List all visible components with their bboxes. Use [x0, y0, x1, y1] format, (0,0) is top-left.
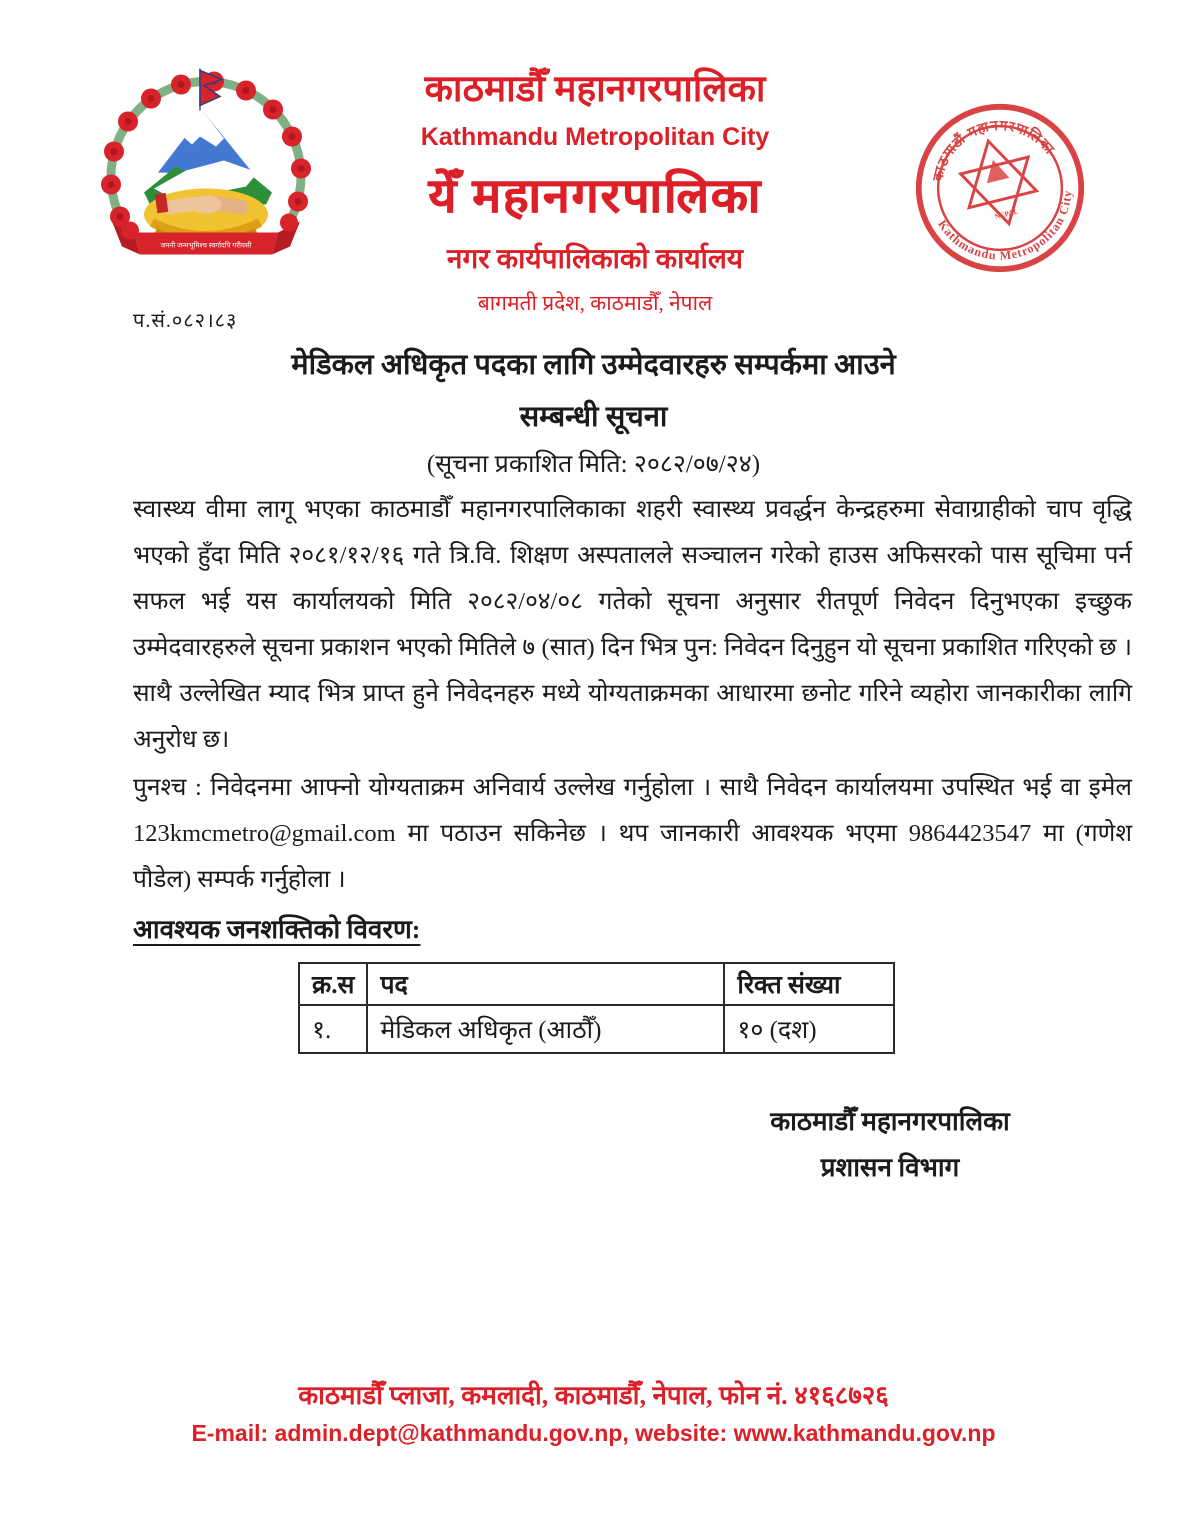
- footer-contact: E-mail: admin.dept@kathmandu.gov.np, website: www.kathmandu.gov.np: [191, 1420, 996, 1446]
- letterhead: [293, 70, 897, 317]
- postscript-text-3: मा (गणेश पौडेल) सम्पर्क गर्नुहोला ।: [133, 820, 1133, 893]
- seal-arc-top-text: काठमाडौं महानगरपालिका: [931, 118, 1057, 183]
- municipality-name-nepali: काठमाडौँ महानगरपालिका: [424, 69, 766, 110]
- municipal-seal-stamp: [893, 78, 1106, 299]
- signature-department: प्रशासन विभाग: [820, 1153, 960, 1182]
- reference-number: प.सं.०८२।८३: [133, 310, 238, 332]
- seal-center-label: NEPAL: [993, 207, 1020, 221]
- cell-serial-number: १.: [299, 1005, 367, 1053]
- office-address: बागमती प्रदेश, काठमाडौँ, नेपाल: [477, 290, 713, 315]
- postscript-text-1: पुनश्च : निवेदनमा आफ्नो योग्यताक्रम अनिवार्य उल्लेख गर्नुहोला । साथै निवेदन कार्यालयमा उपस्थित भई वा इमेल: [133, 774, 1132, 801]
- municipal-seal-icon: [893, 78, 1106, 299]
- svg-text:Kathmandu Metropolitan City: [934, 186, 1088, 278]
- notice-title-line1: मेडिकल अधिकृत पदका लागि उम्मेदवारहरु सम्पर्कमा आउने: [291, 349, 896, 381]
- seal-center-mark: [982, 157, 1010, 183]
- notice-title-block: [0, 344, 1187, 480]
- office-name: नगर कार्यपालिकाको कार्यालय: [446, 243, 744, 275]
- handshake-clasp: [190, 196, 222, 214]
- header-post: पद: [367, 963, 724, 1005]
- header-vacancy-count: रिक्त संख्या: [724, 963, 894, 1005]
- header-serial-number: क्र.स: [299, 963, 367, 1005]
- table-header-row: [299, 963, 894, 1005]
- manpower-detail-heading: आवश्यक जनशक्तिको विवरण:: [133, 915, 421, 944]
- cell-post: मेडिकल अधिकृत (आठौँ): [367, 1005, 724, 1053]
- footer-address: काठमाडौँ प्लाजा, कमलादी, काठमाडौँ, नेपाल, फोन नं. ४१६८७२६: [298, 1381, 889, 1410]
- page-footer: [0, 1376, 1187, 1447]
- notice-title-line2: सम्बन्धी सूचना: [519, 401, 668, 433]
- postscript-text-2: मा पठाउन सकिनेछ । थप जानकारी आवश्यक भएमा: [395, 820, 909, 847]
- notice-body-paragraph: स्वास्थ्य वीमा लागू भएका काठमाडौँ महानगरपालिकाका शहरी स्वास्थ्य प्रवर्द्धन केन्द्रहरुमा सेवाग्राहीको चाप वृद्धि भएको हुँदा मिति २०८१/१२/१६ गते त्रि.वि. शिक्षण अस्पतालले सञ्चालन गरेको हाउस अफिसरको पास सूचिमा पर्न सफल भई यस कार्यालयको मिति २०८२/०४/०८ गतेको सूचना अनुसार रीतपूर्ण निवेदन दिनुभएका इच्छुक उम्मेदवारहरुले सूचना प्रकाशन भएको मितिले ७ (सात) दिन भित्र पुन: निवेदन दिनुहुन यो सूचना प्रकाशित गरिएको छ । साथै उल्लेखित म्याद भित्र प्राप्त हुने निवेदनहरु मध्ये योग्यताक्रमका आधारमा छनोट गरिने व्यहोरा जानकारीका लागि अनुरोध छ।: [133, 496, 1132, 753]
- contact-phone: 9864423547: [908, 820, 1032, 847]
- vacancy-table: [298, 962, 895, 1054]
- emblem-motto-text: जननी जन्मभूमिश्च स्वर्गादपि गरीयसी: [160, 241, 252, 250]
- cell-vacancy-count: १० (दश): [724, 1005, 894, 1053]
- seal-arc-bottom-text: Kathmandu Metropolitan City: [935, 189, 1075, 263]
- postscript-paragraph: [133, 765, 1132, 903]
- municipality-name-english: Kathmandu Metropolitan City: [420, 122, 770, 151]
- signature-organization: काठमाडौँ महानगरपालिका: [770, 1107, 1010, 1136]
- nepal-coat-of-arms-icon: [96, 64, 316, 290]
- published-date: (सूचना प्रकाशित मिति: २०८२/०७/२४): [426, 451, 761, 478]
- table-row: [299, 1005, 894, 1053]
- ranjana-script-title: येँ महानगरपालिका: [428, 169, 762, 223]
- signature-block: [720, 1102, 1060, 1184]
- contact-email: 123kmcmetro@gmail.com: [133, 820, 396, 847]
